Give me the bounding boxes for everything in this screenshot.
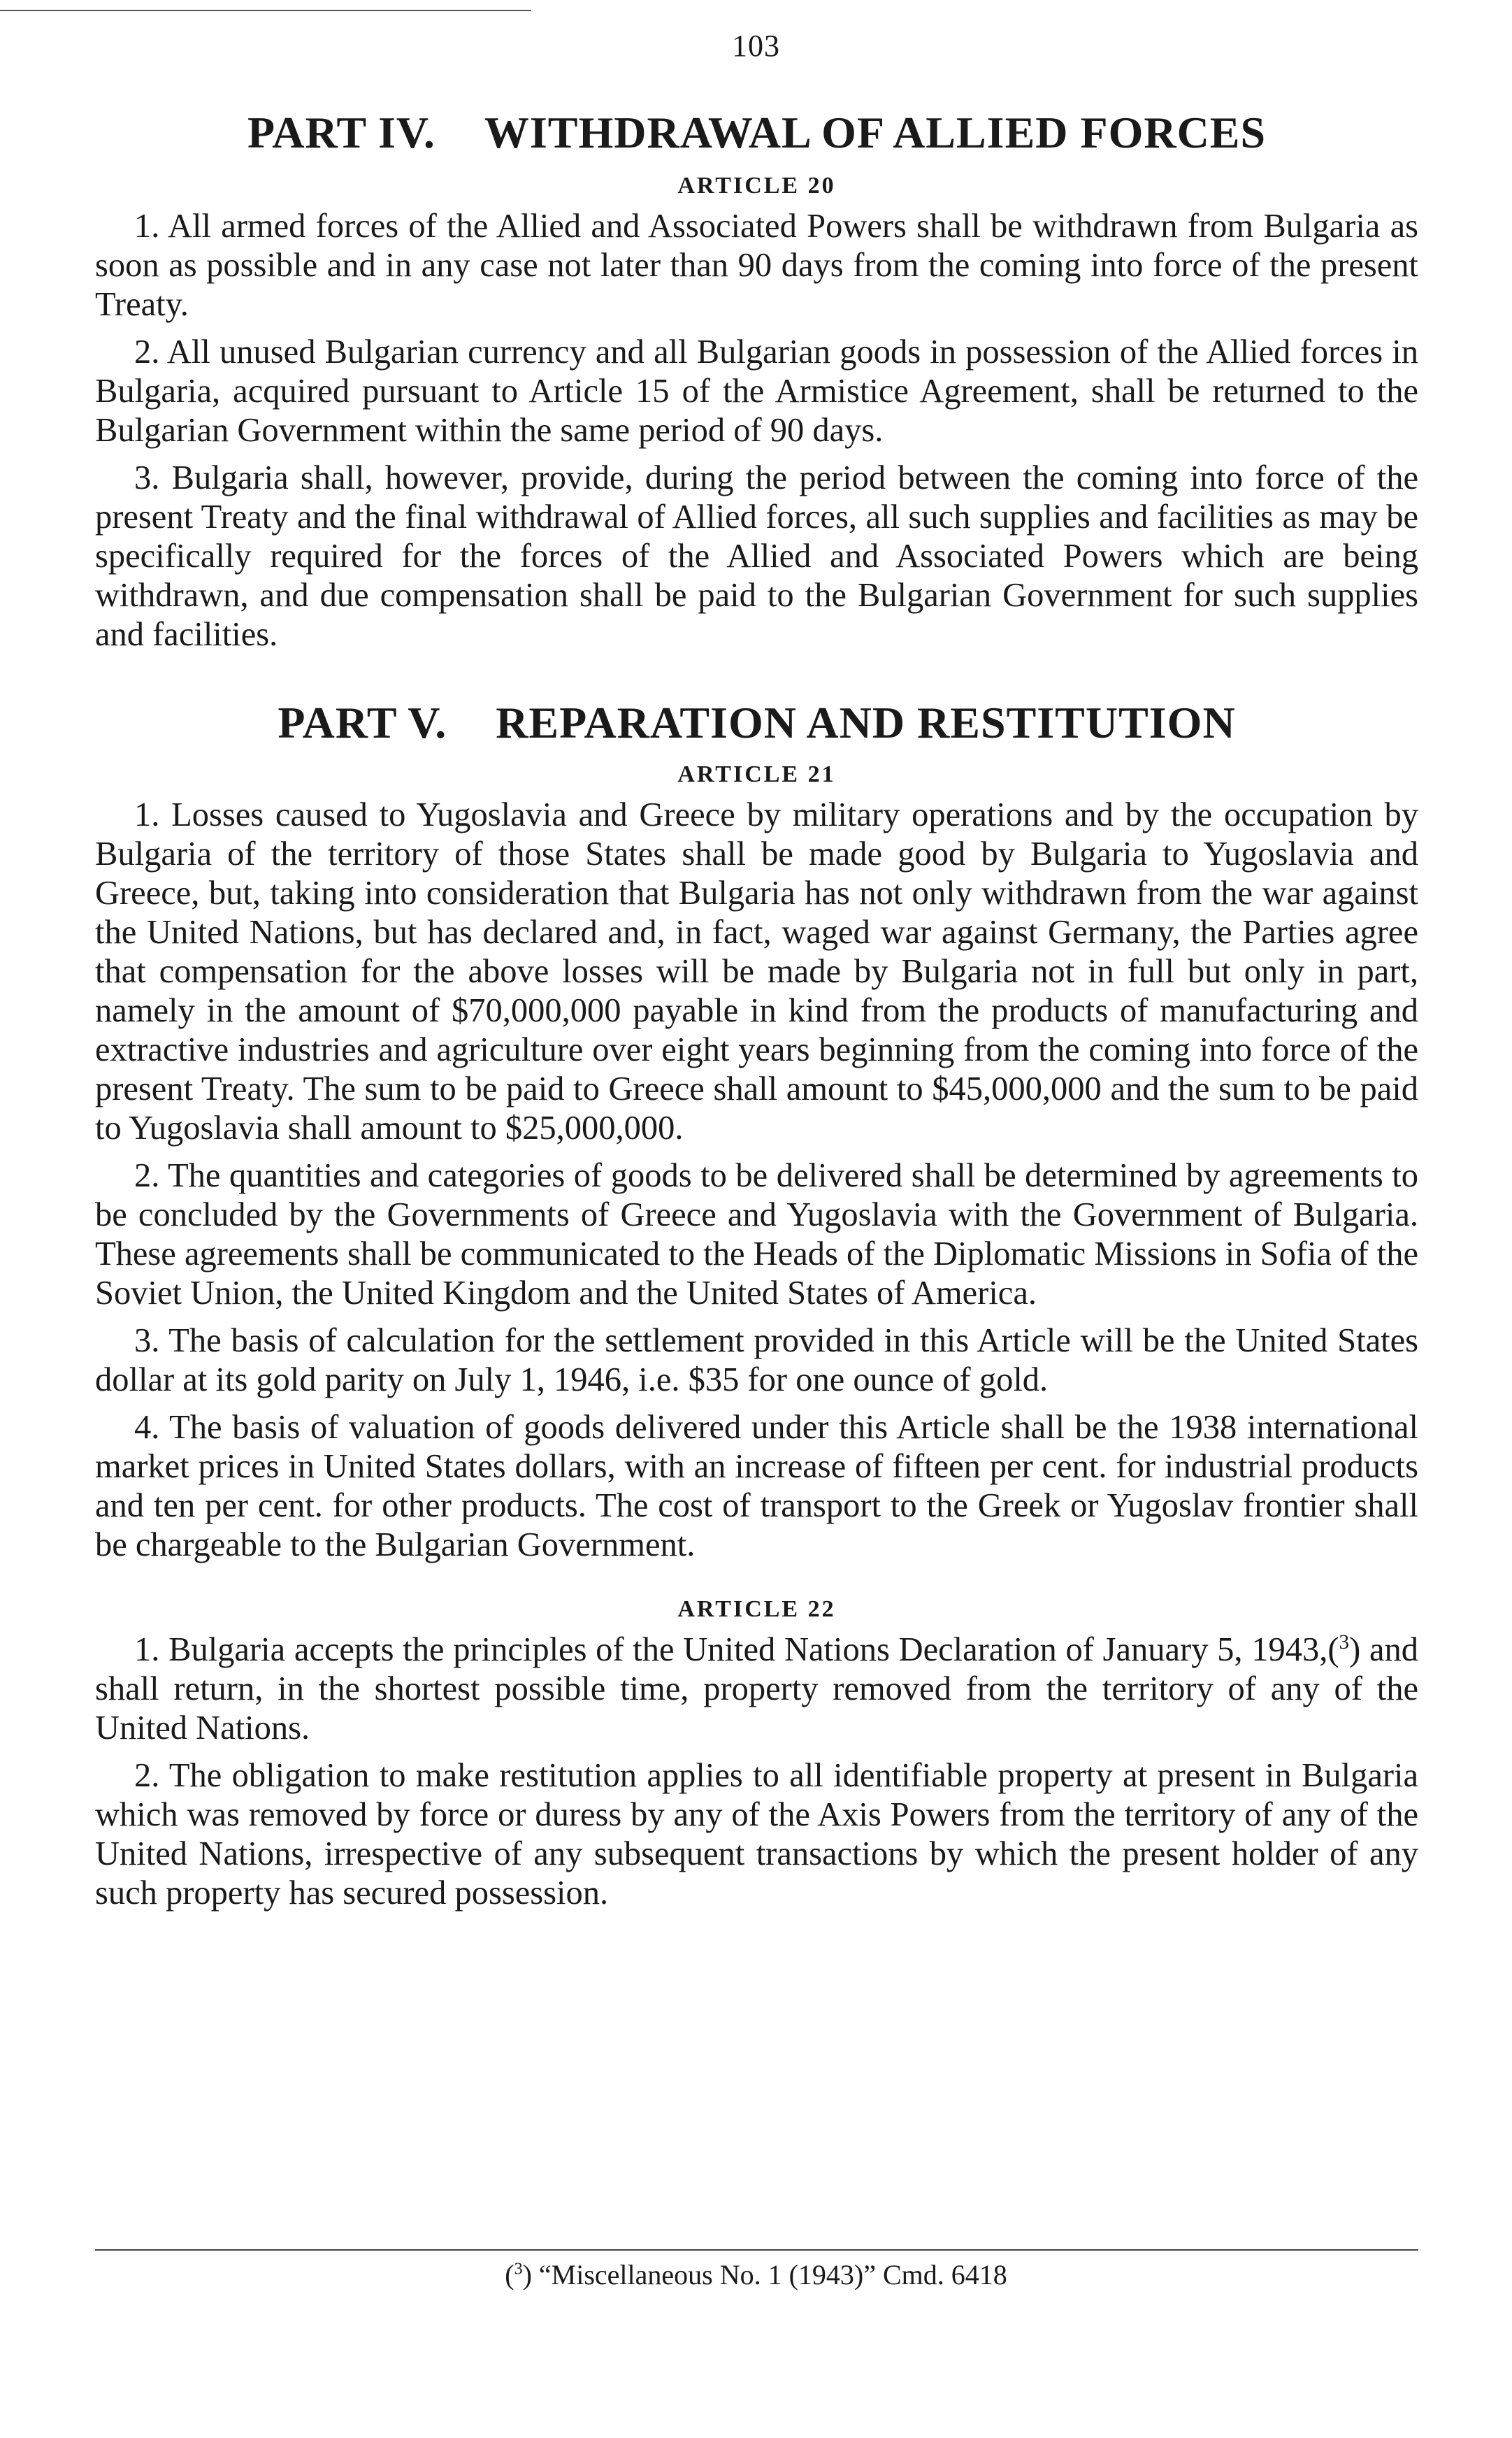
article-22-para-1 [95, 1630, 1418, 1748]
article-21-heading: ARTICLE 21 [677, 761, 836, 787]
article-22-para-1-text-b: ) and shall return, in the shortest possible time, property removed from the territory of any of the United Nations. [95, 1631, 1418, 1747]
part-v-heading [95, 695, 1418, 751]
article-22-para-1-text-a: 1. Bulgaria accepts the principles of the United Nations Declaration of January 5, 1943,( [134, 1631, 1339, 1668]
article-21-para-1: 1. Losses caused to Yugoslavia and Greece by military operations and by the occupation by Bulgaria of the territory of those States shall be made good by Bulgaria to Yugoslavia and Greece, but, taking into consideration that Bulgaria has not only withdrawn from the war against the United Nations, but has declared and, in fact, waged war against Germany, the Parties agree that compensation for the above losses will be made by Bulgaria not in full but only in part, namely in the amount of $70,000,000 payable in kind from the products of manufacturing and extractive industries and agriculture over eight years beginning from the coming into force of the present Treaty. The sum to be paid to Greece shall amount to $45,000,000 and the sum to be paid to Yugoslavia shall amount to $25,000,000. [95, 796, 1418, 1147]
part-v-label: PART V. [278, 698, 447, 747]
article-20-heading: ARTICLE 20 [677, 173, 836, 199]
article-21-para-3: 3. The basis of calculation for the settlement provided in this Article will be the United States dollar at its gold parity on July 1, 1946, i.e. $35 for one ounce of gold. [95, 1322, 1418, 1398]
part-iv-title: WITHDRAWAL OF ALLIED FORCES [484, 108, 1267, 157]
part-v-title: REPARATION AND RESTITUTION [496, 698, 1236, 747]
article-20-para-1: 1. All armed forces of the Allied and Associated Powers shall be withdrawn from Bulgaria as soon as possible and in any case not later than 90 days from the coming into force of the present Treaty. [95, 208, 1418, 323]
article-20-para-2: 2. All unused Bulgarian currency and all Bulgarian goods in possession of the Allied forces in Bulgaria, acquired pursuant to Article 15 of the Armistice Agreement, shall be returned to the Bulgarian Government within the same period of 90 days. [95, 334, 1418, 449]
article-22-heading: ARTICLE 22 [677, 1596, 836, 1622]
top-rule [0, 10, 531, 11]
footnote [0, 2257, 1512, 2293]
part-iv-label: PART IV. [247, 108, 435, 157]
footnote-text: ) “Miscellaneous No. 1 (1943)” Cmd. 6418 [522, 2259, 1007, 2290]
page-number: 103 [732, 29, 780, 63]
footnote-rule [95, 2249, 1418, 2251]
article-21-para-4: 4. The basis of valuation of goods delivered under this Article shall be the 1938 international market prices in United States dollars, with an increase of fifteen per cent. for industrial products and ten per cent. for other products. The cost of transport to the Greek or Yugoslav frontier shall be chargeable to the Bulgarian Government. [95, 1409, 1418, 1563]
footnote-open: ( [505, 2259, 514, 2290]
article-21-para-2: 2. The quantities and categories of goods to be delivered shall be determined by agreements to be concluded by the Governments of Greece and Yugoslavia with the Government of Bulgaria. These agreements shall be communicated to the Heads of the Diplomatic Missions in Sofia of the Soviet Union, the United Kingdom and the United States of America. [95, 1157, 1418, 1312]
footnote-reference: 3 [1339, 1630, 1350, 1654]
part-iv-heading [95, 105, 1418, 161]
footnote-marker: 3 [514, 2260, 523, 2279]
article-22-para-2: 2. The obligation to make restitution applies to all identifiable property at present in Bulgaria which was removed by force or duress by any of the Axis Powers from the territory of any of the United Nations, irrespective of any subsequent transactions by which the present holder of any such property has secured possession. [95, 1757, 1418, 1912]
article-20-para-3: 3. Bulgaria shall, however, provide, during the period between the coming into force of the present Treaty and the final withdrawal of Allied forces, all such supplies and facilities as may be specifically required for the forces of the Allied and Associated Powers which are being withdrawn, and due compensation shall be paid to the Bulgarian Government for such supplies and facilities. [95, 459, 1418, 653]
document-body [95, 105, 1418, 1913]
